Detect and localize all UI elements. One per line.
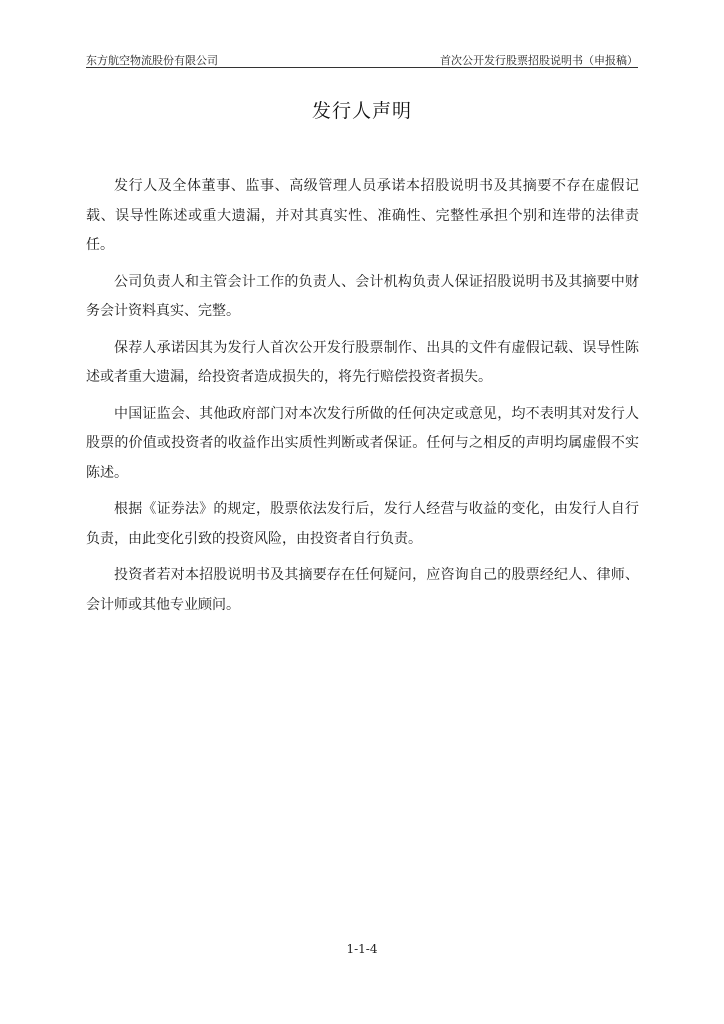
declaration-body bbox=[86, 172, 639, 627]
header-divider bbox=[86, 67, 638, 68]
page-title: 发行人声明 bbox=[311, 100, 412, 122]
paragraph-3: 保荐人承诺因其为发行人首次公开发行股票制作、出具的文件有虚假记载、误导性陈述或者重大遗漏，给投资者造成损失的，将先行赔偿投资者损失。 bbox=[86, 339, 639, 385]
header-document-name: 首次公开发行股票招股说明书（申报稿） bbox=[440, 54, 638, 67]
paragraph-5: 根据《证券法》的规定，股票依法发行后，发行人经营与收益的变化，由发行人自行负责，由此变化引致的投资风险，由投资者自行负责。 bbox=[86, 501, 639, 547]
paragraph-1: 发行人及全体董事、监事、高级管理人员承诺本招股说明书及其摘要不存在虚假记载、误导性陈述或重大遗漏，并对其真实性、准确性、完整性承担个别和连带的法律责任。 bbox=[86, 178, 639, 253]
page-header bbox=[86, 50, 638, 68]
page-number: 1-1-4 bbox=[346, 942, 378, 956]
header-company-name: 东方航空物流股份有限公司 bbox=[86, 54, 218, 67]
paragraph-2: 公司负责人和主管会计工作的负责人、会计机构负责人保证招股说明书及其摘要中财务会计资料真实、完整。 bbox=[86, 273, 639, 319]
paragraph-4: 中国证监会、其他政府部门对本次发行所做的任何决定或意见，均不表明其对发行人股票的价值或投资者的收益作出实质性判断或者保证。任何与之相反的声明均属虚假不实陈述。 bbox=[86, 405, 639, 481]
paragraph-6: 投资者若对本招股说明书及其摘要存在任何疑问，应咨询自己的股票经纪人、律师、会计师或其他专业顾问。 bbox=[86, 567, 639, 613]
